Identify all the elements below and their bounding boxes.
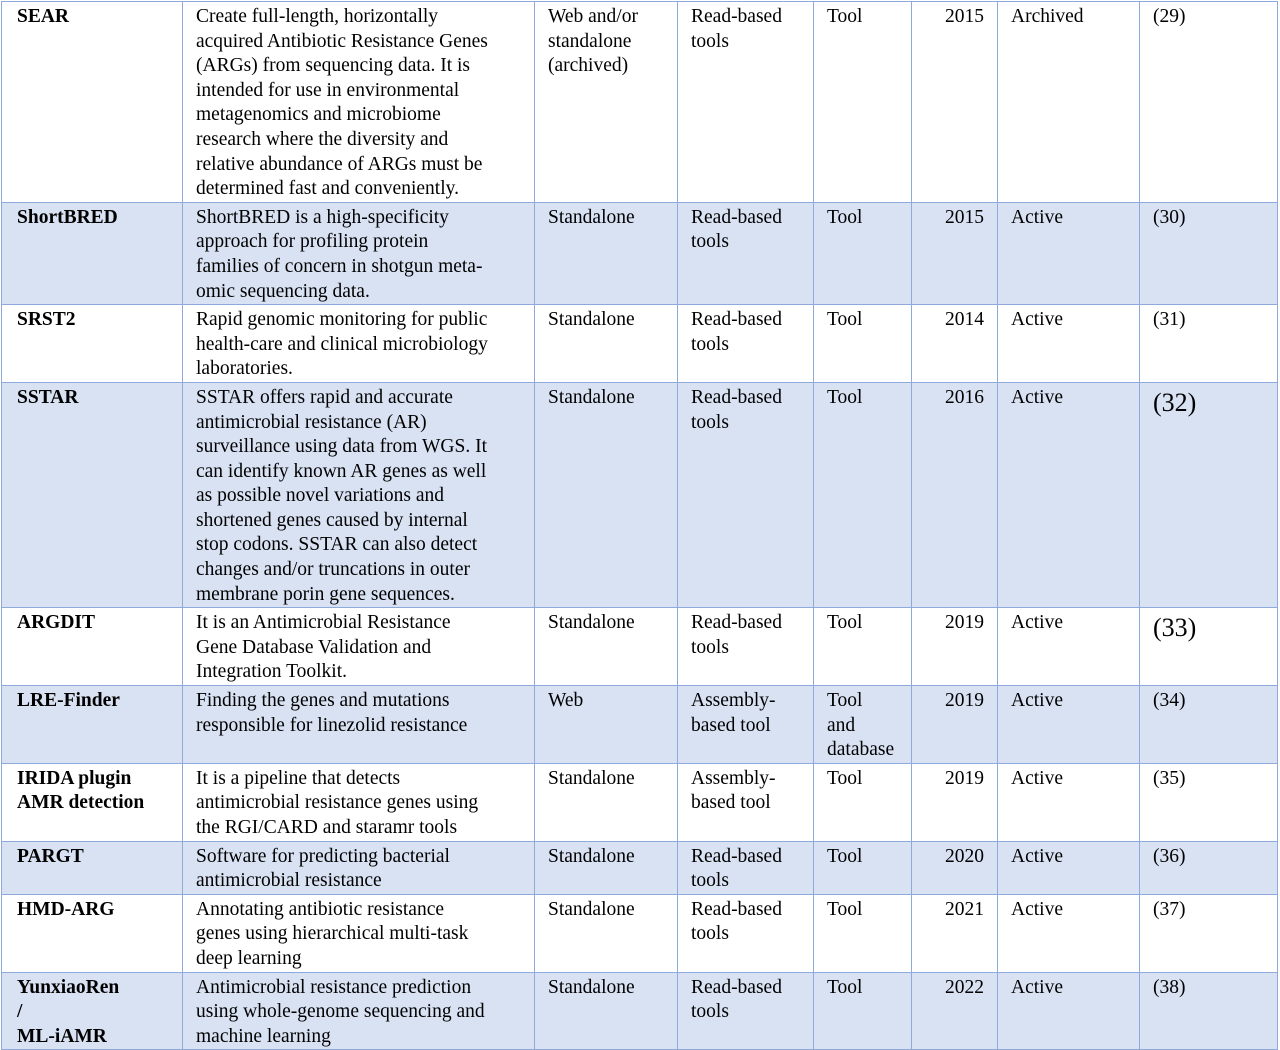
cell-type [814,841,912,894]
description-line: shortened genes caused by internal [196,509,468,531]
cell-approach [678,202,814,304]
cell-year [912,305,998,383]
cell-name [2,202,183,304]
cell-name [2,382,183,607]
description-line: intended for use in environmental [196,79,460,101]
description-line: omic sequencing data. [196,280,370,302]
cell-name [2,686,183,764]
approach-line: tools [691,411,729,433]
approach-line: Read-based [691,976,782,998]
name-line: SRST2 [17,309,76,331]
table-row [2,841,1278,894]
cell-availability [535,608,678,686]
description-line: antimicrobial resistance (AR) [196,411,427,433]
cell-name [2,305,183,383]
year-text: 2019 [945,767,984,789]
cell-approach [678,894,814,972]
description-line: Antimicrobial resistance prediction [196,976,472,998]
approach-line: based tool [691,714,771,736]
approach-line: tools [691,333,729,355]
type-line: Tool [827,690,863,712]
cell-type [814,202,912,304]
cell-type [814,763,912,841]
cell-ref [1140,2,1278,203]
availability-line: Standalone [548,898,635,920]
approach-line: Read-based [691,6,782,27]
ref-text: (34) [1153,690,1186,712]
cell-description [183,686,535,764]
ref-text: (36) [1153,845,1186,867]
ref-text: (38) [1153,976,1186,998]
cell-name [2,972,183,1050]
cell-approach [678,608,814,686]
description-line: research where the diversity and [196,128,449,150]
availability-line: Standalone [548,206,635,228]
cell-description [183,608,535,686]
type-line: Tool [827,767,863,789]
availability-line: Standalone [548,386,635,408]
status-text: Active [1011,898,1063,920]
description-line: relative abundance of ARGs must be [196,153,483,175]
cell-ref [1140,686,1278,764]
year-text: 2014 [945,309,984,331]
cell-name [2,841,183,894]
status-text: Active [1011,206,1063,228]
name-line: LRE-Finder [17,690,120,712]
description-line: using whole-genome sequencing and [196,1001,485,1023]
name-line: ML-iAMR [17,1025,107,1047]
table-row [2,972,1278,1050]
status-text: Active [1011,767,1063,789]
cell-status [998,608,1140,686]
cell-ref [1140,305,1278,383]
name-line: ShortBRED [17,206,118,228]
availability-line: Standalone [548,845,635,867]
table-body [2,2,1278,1050]
table-row [2,2,1278,203]
year-text: 2015 [945,6,984,27]
name-line: AMR detection [17,792,145,814]
cell-type [814,382,912,607]
cell-approach [678,763,814,841]
table-row [2,608,1278,686]
cell-year [912,972,998,1050]
cell-availability [535,686,678,764]
type-line: Tool [827,976,863,998]
cell-availability [535,972,678,1050]
description-line: as possible novel variations and [196,485,445,507]
table-row [2,305,1278,383]
description-line: Create full-length, horizontally [196,6,439,27]
availability-line: Web [548,690,584,712]
status-text: Active [1011,690,1063,712]
cell-year [912,382,998,607]
cell-availability [535,2,678,203]
cell-ref [1140,202,1278,304]
cell-year [912,2,998,203]
description-line: metagenomics and microbiome [196,104,441,126]
type-line: database [827,739,895,761]
ref-text: (33) [1153,613,1197,643]
availability-line: Standalone [548,976,635,998]
description-line: approach for profiling protein [196,231,429,253]
table-row [2,202,1278,304]
cell-approach [678,2,814,203]
cell-status [998,841,1140,894]
cell-description [183,894,535,972]
status-text: Active [1011,612,1063,634]
year-text: 2016 [945,386,984,408]
cell-name [2,894,183,972]
year-text: 2020 [945,845,984,867]
status-text: Active [1011,386,1063,408]
cell-description [183,202,535,304]
name-line: / [17,1001,23,1023]
cell-type [814,608,912,686]
description-line: laboratories. [196,358,293,380]
year-text: 2021 [945,898,984,920]
cell-availability [535,763,678,841]
status-text: Archived [1011,6,1084,27]
cell-availability [535,894,678,972]
description-line: antimicrobial resistance genes using [196,792,479,814]
cell-ref [1140,382,1278,607]
name-line: YunxiaoRen [17,976,120,998]
cell-status [998,202,1140,304]
cell-name [2,763,183,841]
year-text: 2019 [945,612,984,634]
approach-line: tools [691,636,729,658]
approach-line: tools [691,231,729,253]
description-line: (ARGs) from sequencing data. It is [196,55,471,77]
year-text: 2019 [945,690,984,712]
description-line: determined fast and conveniently. [196,178,459,200]
description-line: membrane porin gene sequences. [196,583,455,605]
name-line: IRIDA plugin [17,767,132,789]
cell-year [912,608,998,686]
cell-status [998,382,1140,607]
name-line: SEAR [17,6,70,27]
ref-text: (29) [1153,6,1186,27]
cell-description [183,2,535,203]
availability-line: standalone [548,30,632,52]
status-text: Active [1011,309,1063,331]
type-line: Tool [827,386,863,408]
cell-ref [1140,841,1278,894]
description-line: can identify known AR genes as well [196,460,487,482]
name-line: ARGDIT [17,612,96,634]
type-line: Tool [827,612,863,634]
approach-line: Read-based [691,612,782,634]
approach-line: Read-based [691,845,782,867]
cell-description [183,763,535,841]
description-line: changes and/or truncations in outer [196,559,470,581]
cell-status [998,763,1140,841]
description-line: the RGI/CARD and staramr tools [196,817,458,838]
ref-text: (31) [1153,309,1186,331]
cell-status [998,972,1140,1050]
availability-line: Standalone [548,309,635,331]
description-line: ShortBRED is a high-specificity [196,206,449,228]
status-text: Active [1011,845,1063,867]
cell-availability [535,202,678,304]
cell-ref [1140,763,1278,841]
cell-year [912,841,998,894]
table-row [2,894,1278,972]
cell-status [998,305,1140,383]
cell-name [2,608,183,686]
approach-line: Assembly- [691,767,776,789]
approach-line: based tool [691,792,771,814]
cell-approach [678,305,814,383]
name-line: PARGT [17,845,84,867]
type-line: Tool [827,845,863,867]
approach-line: Read-based [691,206,782,228]
cell-type [814,894,912,972]
approach-line: Read-based [691,386,782,408]
description-line: Gene Database Validation and [196,636,432,658]
description-line: Integration Toolkit. [196,661,348,683]
cell-approach [678,686,814,764]
cell-ref [1140,894,1278,972]
cell-approach [678,841,814,894]
description-line: It is a pipeline that detects [196,767,401,789]
cell-availability [535,841,678,894]
type-line: Tool [827,206,863,228]
cell-description [183,305,535,383]
amr-tools-table [1,1,1278,1050]
cell-name [2,2,183,203]
availability-line: Web and/or [548,6,638,27]
approach-line: tools [691,30,729,52]
cell-availability [535,305,678,383]
cell-status [998,894,1140,972]
description-line: machine learning [196,1025,331,1047]
description-line: families of concern in shotgun meta- [196,255,483,277]
cell-year [912,763,998,841]
approach-line: tools [691,870,729,892]
ref-text: (35) [1153,767,1186,789]
cell-approach [678,972,814,1050]
type-line: Tool [827,309,863,331]
description-line: antimicrobial resistance [196,870,382,892]
cell-status [998,2,1140,203]
description-line: Finding the genes and mutations [196,690,450,712]
description-line: deep learning [196,947,302,969]
cell-ref [1140,972,1278,1050]
cell-type [814,686,912,764]
description-line: Annotating antibiotic resistance [196,898,445,920]
description-line: genes using hierarchical multi-task [196,923,469,945]
approach-line: Read-based [691,309,782,331]
cell-description [183,841,535,894]
status-text: Active [1011,976,1063,998]
year-text: 2022 [945,976,984,998]
description-line: stop codons. SSTAR can also detect [196,534,478,556]
cell-year [912,894,998,972]
description-line: acquired Antibiotic Resistance Genes [196,30,488,52]
cell-ref [1140,608,1278,686]
availability-line: (archived) [548,55,629,77]
approach-line: tools [691,1001,729,1023]
availability-line: Standalone [548,767,635,789]
cell-availability [535,382,678,607]
availability-line: Standalone [548,612,635,634]
cell-description [183,972,535,1050]
description-line: Software for predicting bacterial [196,845,450,867]
cell-status [998,686,1140,764]
table-row [2,763,1278,841]
name-line: SSTAR [17,386,79,408]
year-text: 2015 [945,206,984,228]
description-line: Rapid genomic monitoring for public [196,309,488,331]
table-row [2,382,1278,607]
type-line: and [827,714,856,736]
cell-description [183,382,535,607]
description-line: It is an Antimicrobial Resistance [196,612,451,634]
description-line: SSTAR offers rapid and accurate [196,386,453,408]
description-line: surveillance using data from WGS. It [196,436,487,458]
ref-text: (37) [1153,898,1186,920]
table-row [2,686,1278,764]
type-line: Tool [827,6,863,27]
cell-type [814,972,912,1050]
approach-line: tools [691,923,729,945]
cell-type [814,305,912,383]
ref-text: (32) [1153,387,1197,417]
description-line: health-care and clinical microbiology [196,333,488,355]
cell-type [814,2,912,203]
cell-approach [678,382,814,607]
type-line: Tool [827,898,863,920]
cell-year [912,686,998,764]
approach-line: Assembly- [691,690,776,712]
name-line: HMD-ARG [17,898,115,920]
cell-year [912,202,998,304]
approach-line: Read-based [691,898,782,920]
description-line: responsible for linezolid resistance [196,714,468,736]
ref-text: (30) [1153,206,1186,228]
